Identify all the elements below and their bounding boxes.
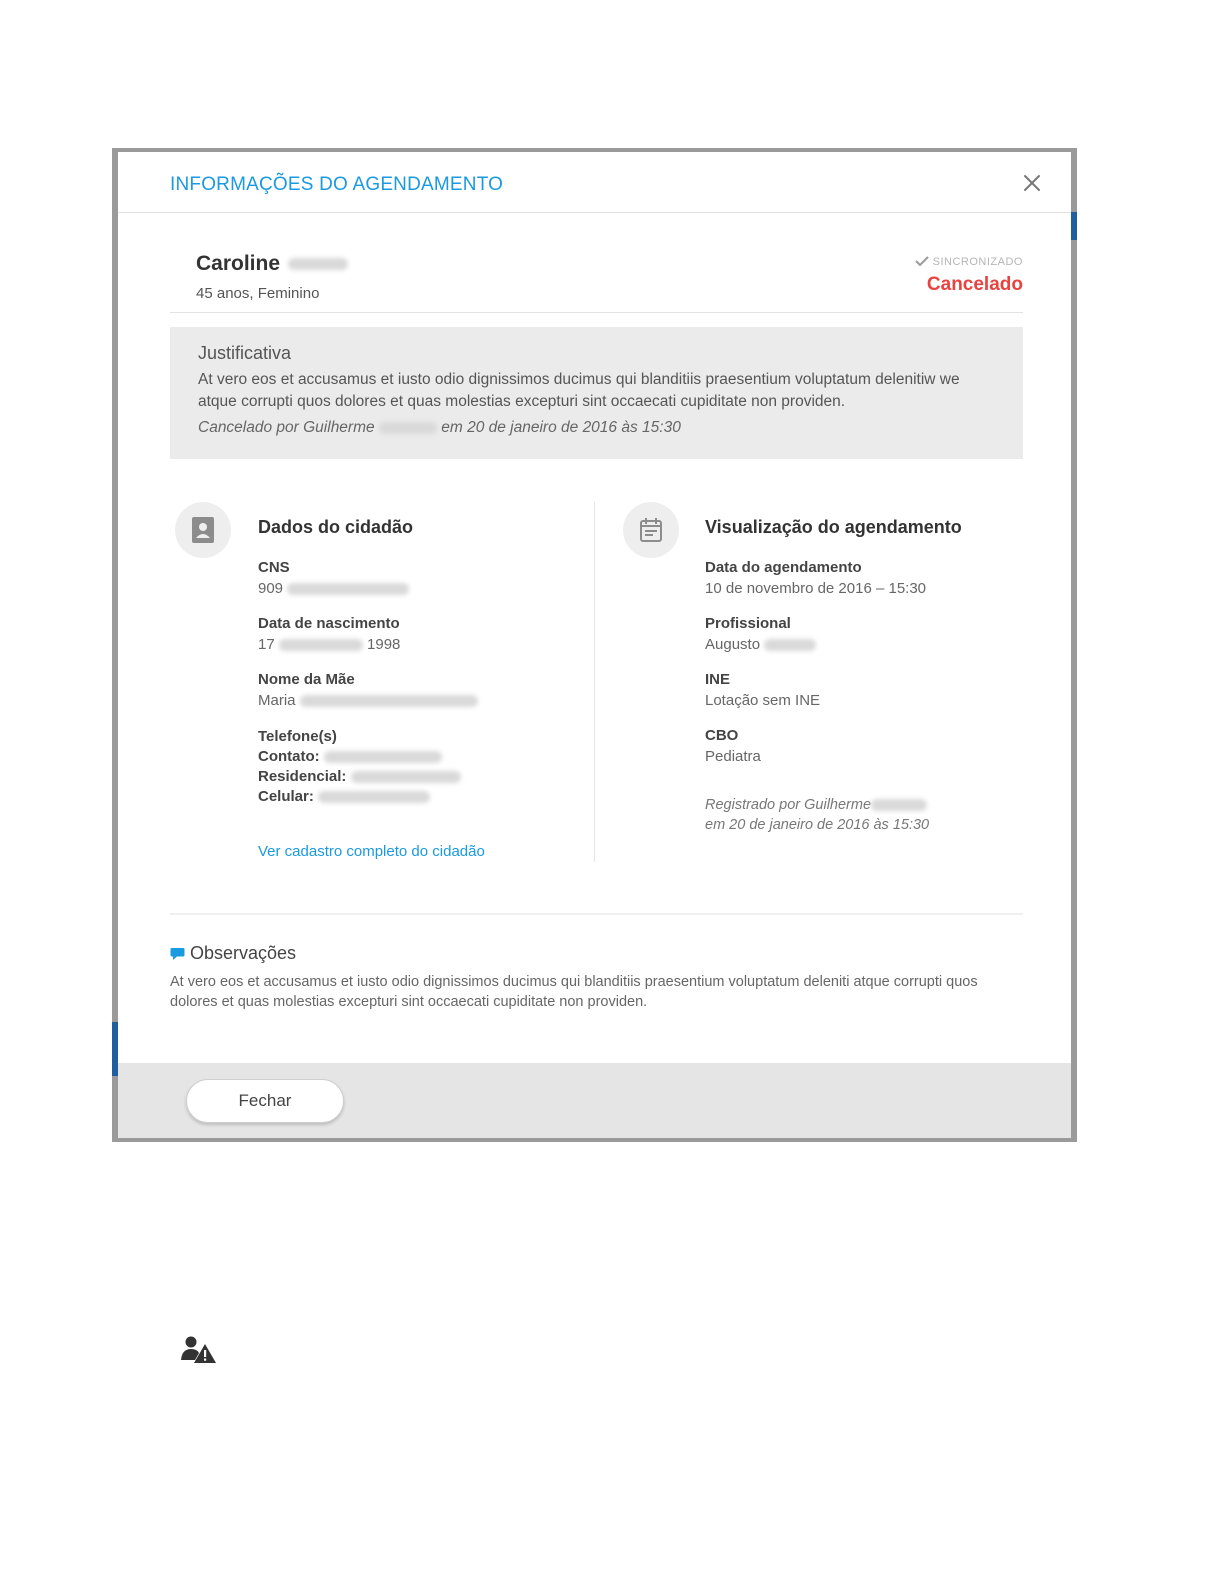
citizen-section-title: Dados do cidadão (258, 517, 414, 537)
modal-title: INFORMAÇÕES DO AGENDAMENTO (170, 174, 504, 195)
status-badge: Cancelado (926, 274, 1023, 295)
birth-label: Data de nascimento (258, 615, 400, 632)
registered-by-name: Registrado por Guilherme (705, 797, 872, 813)
sync-status (915, 256, 1023, 268)
phones-field (258, 727, 461, 807)
mother-value (258, 692, 478, 709)
justification-text: At vero eos et accusamus et iusto odio dignissimos ducimus qui blanditiis praesentium voluptatum delenitiw we atque corrupti quos dolores et quas molestias excepturi sint occaecati cupiditate non providen. (198, 371, 960, 410)
birth-month-redacted (279, 639, 363, 651)
observations-title-text: Observações (190, 943, 297, 963)
divider (170, 312, 1023, 313)
ine-value: Lotação sem INE (705, 692, 821, 709)
patient-age-sex: 45 anos, Feminino (196, 285, 320, 302)
birth-day: 17 (258, 636, 275, 653)
cns-value-text: 909 (258, 580, 284, 597)
birth-field (258, 615, 400, 653)
close-button[interactable]: Fechar (186, 1079, 344, 1123)
cns-label: CNS (258, 559, 290, 576)
cancelled-date: em 20 de janeiro de 2016 às 15:30 (441, 419, 681, 436)
contact-label: Contato: (258, 748, 320, 765)
cancelled-by: Cancelado por Guilherme (198, 419, 375, 436)
cbo-label: CBO (705, 727, 739, 744)
column-divider (594, 502, 595, 862)
observations-text: At vero eos et accusamus et iusto odio dignissimos ducimus qui blanditiis praesentium voluptatum deleniti atque corrupti quos dolores et quas molestias excepturi sint occaecati cupiditate non providen. (170, 974, 978, 1010)
modal-header (118, 152, 1071, 213)
justification-meta (198, 419, 995, 437)
citizen-icon-wrap (175, 502, 231, 558)
modal-footer (118, 1063, 1071, 1138)
contact-card-icon (191, 516, 215, 544)
patient-first-name: Caroline (196, 252, 281, 275)
home-number-redacted (351, 771, 461, 783)
appointment-icon-wrap (623, 502, 679, 558)
close-icon[interactable] (1019, 170, 1045, 196)
phones-label: Telefone(s) (258, 728, 337, 745)
registered-by (705, 795, 929, 835)
phone-contact (258, 747, 461, 767)
ine-label: INE (705, 671, 731, 688)
registered-date: em 20 de janeiro de 2016 às 15:30 (705, 817, 930, 833)
cns-field (258, 559, 409, 597)
observations-title (170, 943, 296, 964)
birth-value (258, 636, 400, 653)
patient-last-name-redacted (288, 258, 348, 270)
registered-by-surname-redacted (871, 799, 927, 811)
full-citizen-record-link[interactable]: Ver cadastro completo do cidadão (258, 843, 485, 860)
cbo-field (705, 727, 761, 765)
cancelled-by-surname-redacted (379, 422, 437, 434)
birth-year: 1998 (367, 636, 401, 653)
cell-label: Celular: (258, 788, 314, 805)
professional-label: Profissional (705, 615, 791, 632)
mother-label: Nome da Mãe (258, 671, 355, 688)
appointment-date-label: Data do agendamento (705, 559, 862, 576)
mother-field (258, 671, 478, 709)
phone-cell (258, 787, 461, 807)
professional-surname-redacted (764, 639, 816, 651)
appointment-info-modal (118, 152, 1071, 1138)
contact-number-redacted (324, 751, 442, 763)
divider (170, 913, 1023, 915)
cns-redacted (287, 583, 409, 595)
appointment-date-value: 10 de novembro de 2016 – 15:30 (705, 580, 927, 597)
mother-surname-redacted (300, 695, 478, 707)
justification-box (170, 327, 1023, 459)
professional-first-name: Augusto (705, 636, 761, 653)
registered-by-line (705, 795, 929, 815)
patient-name (196, 252, 348, 276)
appointment-section-title: Visualização do agendamento (705, 517, 962, 537)
cns-value (258, 580, 409, 597)
phone-home (258, 767, 461, 787)
professional-field (705, 615, 816, 653)
comment-icon (170, 947, 185, 961)
justification-title: Justificativa (198, 343, 292, 363)
professional-value (705, 636, 816, 653)
check-icon (915, 256, 929, 266)
cell-number-redacted (318, 791, 430, 803)
background-app-edge (1071, 212, 1077, 240)
mother-first-name: Maria (258, 692, 296, 709)
user-warning-icon (181, 1334, 217, 1369)
sync-label: SINCRONIZADO (932, 256, 1023, 268)
ine-field (705, 671, 820, 709)
cbo-value: Pediatra (705, 748, 761, 765)
home-label: Residencial: (258, 768, 347, 785)
appointment-date-field (705, 559, 926, 597)
calendar-icon (639, 517, 663, 543)
